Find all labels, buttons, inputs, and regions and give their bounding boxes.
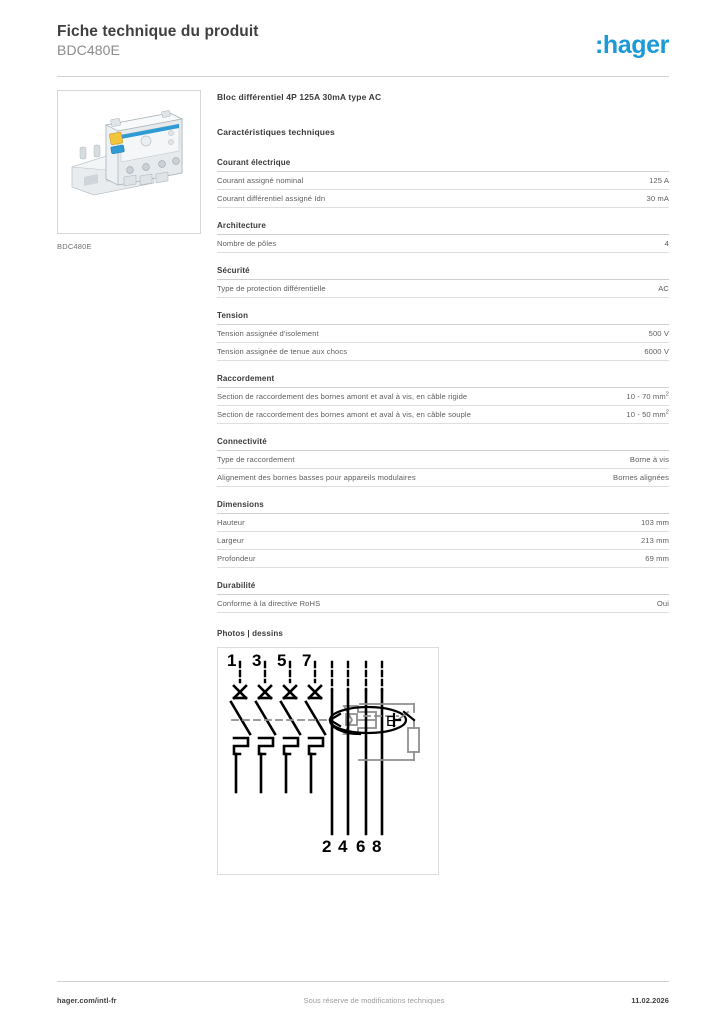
spec-group	[217, 500, 669, 568]
spec-row	[217, 451, 669, 469]
terminal-label-4: 4	[338, 836, 348, 856]
spec-row-label: Tension assignée d'isolement	[217, 329, 319, 339]
spec-row	[217, 235, 669, 253]
spec-row	[217, 532, 669, 550]
terminal-label-1: 1	[227, 650, 237, 670]
spec-row	[217, 514, 669, 532]
spec-row-value: 213 mm	[640, 536, 669, 546]
page-subtitle: BDC480E	[57, 42, 120, 58]
spec-row-value: Oui	[656, 598, 669, 608]
terminal-label-2: 2	[322, 836, 332, 856]
terminal-label-6: 6	[356, 836, 366, 856]
spec-group	[217, 374, 669, 424]
product-photo[interactable]	[57, 90, 201, 234]
spec-row-value: 125 A	[649, 176, 669, 186]
drawings-section	[217, 629, 669, 875]
spec-row-label: Conforme à la directive RoHS	[217, 598, 321, 608]
spec-row-label: Nombre de pôles	[217, 239, 277, 249]
specifications-panel	[217, 92, 669, 875]
spec-row-label: Tension assignée de tenue aux chocs	[217, 347, 348, 357]
spec-row-label: Type de raccordement	[217, 455, 295, 465]
spec-row-value: 4	[664, 239, 669, 249]
footer-date: 11.02.2026	[631, 996, 669, 1005]
specs-heading: Caractéristiques techniques	[217, 127, 335, 137]
spec-row-value	[626, 410, 669, 419]
spec-row	[217, 280, 669, 298]
spec-group-title: Courant électrique	[217, 158, 669, 172]
spec-group-title: Durabilité	[217, 581, 669, 595]
spec-group	[217, 311, 669, 361]
spec-row	[217, 172, 669, 190]
rcd-device-illustration	[72, 110, 182, 195]
terminal-label-7: 7	[302, 650, 312, 670]
spec-row-value: 30 mA	[646, 194, 669, 204]
spec-group-list	[217, 158, 669, 613]
page-header	[57, 22, 669, 74]
drawings-title: Photos | dessins	[217, 628, 283, 638]
product-figure	[57, 90, 203, 251]
spec-group	[217, 437, 669, 487]
product-name: Bloc différentiel 4P 125A 30mA type AC	[217, 92, 382, 102]
spec-row-value: AC	[658, 284, 669, 294]
spec-row	[217, 325, 669, 343]
spec-group-title: Raccordement	[217, 374, 669, 388]
terminal-label-3: 3	[252, 650, 262, 670]
footer-website-link[interactable]: hager.com/intl-fr	[57, 996, 117, 1005]
spec-row-label: Profondeur	[217, 554, 256, 563]
spec-row-value	[626, 392, 669, 401]
terminal-label-5: 5	[277, 650, 287, 670]
spec-group	[217, 581, 669, 613]
spec-group-title: Sécurité	[217, 266, 669, 280]
test-button-label: E	[386, 712, 397, 730]
spec-row	[217, 190, 669, 208]
spec-row	[217, 388, 669, 406]
spec-row	[217, 595, 669, 613]
spec-group-title: Connectivité	[217, 437, 669, 451]
page-title: Fiche technique du produit	[57, 23, 259, 40]
spec-row-label: Hauteur	[217, 518, 245, 528]
spec-group-title: Dimensions	[217, 500, 669, 514]
spec-row-value: Borne à vis	[629, 455, 669, 465]
spec-row-value: 500 V	[648, 329, 669, 339]
spec-row-label: Courant différentiel assigné Idn	[217, 194, 326, 204]
spec-group	[217, 266, 669, 298]
spec-row-value-exponent: 2	[665, 409, 669, 416]
hager-logo: :hager	[594, 31, 669, 59]
footer-divider	[57, 981, 669, 982]
spec-row-value-exponent: 2	[665, 391, 669, 398]
spec-row	[217, 406, 669, 424]
product-photo-caption: BDC480E	[57, 242, 92, 251]
spec-row-label: Courant assigné nominal	[217, 176, 304, 186]
wiring-schematic[interactable]	[217, 647, 439, 875]
spec-group	[217, 158, 669, 208]
spec-group-title: Tension	[217, 311, 669, 325]
spec-group-title: Architecture	[217, 221, 669, 235]
terminal-label-8: 8	[372, 836, 382, 856]
spec-row-label: Section de raccordement des bornes amont et aval à vis, en câble rigide	[217, 392, 468, 402]
spec-row-value-text: 10 - 50 mm	[626, 410, 666, 420]
spec-group	[217, 221, 669, 253]
spec-row-label: Largeur	[217, 536, 244, 546]
page-footer	[57, 996, 669, 1005]
spec-row-value-text: 10 - 70 mm	[626, 392, 666, 402]
spec-row-value: 103 mm	[640, 518, 669, 528]
spec-row	[217, 469, 669, 487]
header-divider	[57, 76, 669, 77]
spec-row	[217, 550, 669, 568]
spec-row-label: Alignement des bornes basses pour appareils modulaires	[217, 473, 416, 483]
spec-row	[217, 343, 669, 361]
spec-row-value: 6000 V	[644, 347, 669, 357]
spec-row-label: Type de protection différentielle	[217, 284, 326, 294]
spec-row-value: 69 mm	[645, 554, 669, 563]
footer-disclaimer: Sous réserve de modifications techniques	[303, 996, 445, 1005]
spec-row-label: Section de raccordement des bornes amont et aval à vis, en câble souple	[217, 410, 472, 420]
spec-row-value: Bornes alignées	[613, 473, 669, 483]
